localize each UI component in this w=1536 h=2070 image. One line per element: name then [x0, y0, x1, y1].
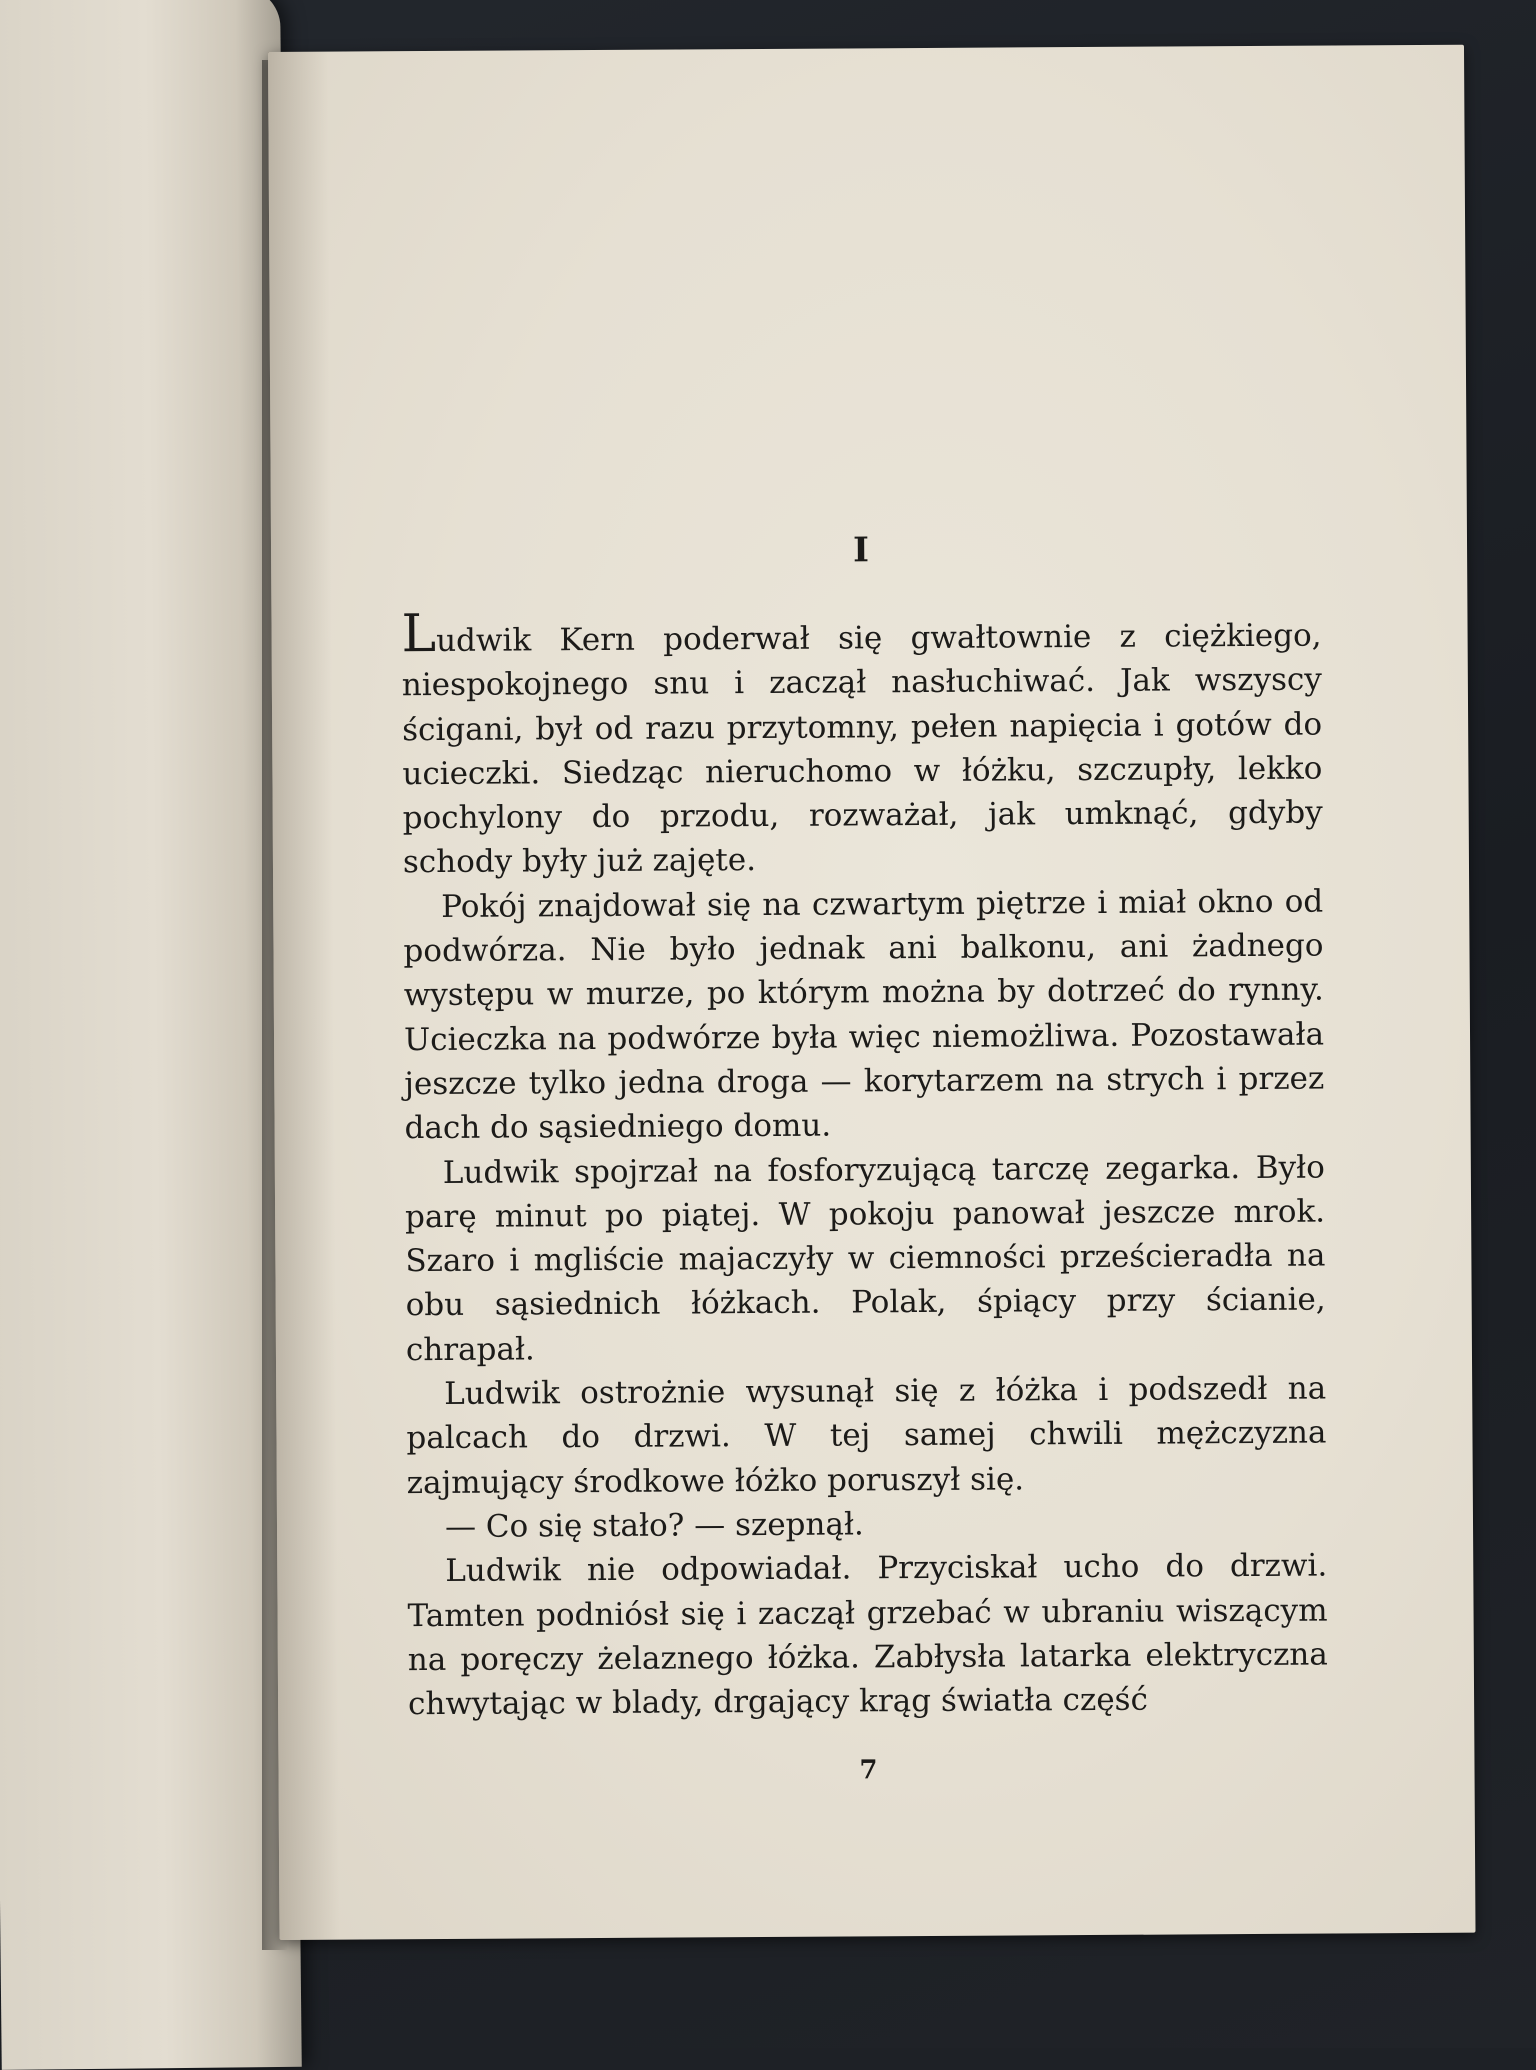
left-page	[0, 0, 302, 2070]
paragraph-4: Ludwik ostrożnie wysunął się z łóżka i podszedł na palcach do drzwi. W tej samej chwili mężczyzna zajmujący środkowe łóżko poruszył się.	[406, 1370, 1327, 1501]
paragraph-1	[401, 603, 1323, 885]
paragraph-3: Ludwik spojrzał na fosforyzującą tarczę zegarka. Było parę minut po piątej. W pokoju panował jeszcze mrok. Szaro i mgliście majaczyły w ciemności prześcieradła na obu sąsiednich łóżkach. Polak, śpiący przy ścianie, chrapał.	[405, 1149, 1326, 1368]
chapter-numeral: I	[852, 530, 870, 571]
paragraph-6: Ludwik nie odpowiadał. Przyciskał ucho do drzwi. Tamten podniósł się i zaczął grzebać w ubraniu wiszącym na poręczy żelaznego łóżka. Zabłysła latarka elektryczna chwytając w blady, drgający krąg światła część	[407, 1547, 1328, 1723]
right-page	[268, 45, 1476, 1940]
gutter-shade	[268, 52, 340, 1940]
page-number: 7	[859, 1755, 878, 1786]
paragraph-1-text: udwik Kern poderwał się gwałtownie z ciężkiego, niespokojnego snu i zaczął nasłuchiwać. Jak wszyscy ścigani, był od razu przytomny, pełen napięcia i gotów do ucieczki. Siedząc nieruchomo w łóżku, szczupły, lekko pochylony do przodu, rozważał, jak umknąć, gdyby schody były już zajęte.	[401, 617, 1323, 881]
drop-initial: L	[401, 603, 437, 665]
paragraph-5: — Co się stało? — szepnął.	[444, 1506, 864, 1545]
body-text	[401, 603, 1328, 1727]
paragraph-2: Pokój znajdował się na czwartym piętrze i miał okno od podwórza. Nie było jednak ani balkonu, ani żadnego występu w murze, po którym można by dotrzeć do rynny. Ucieczka na podwórze była więc niemożliwa. Pozostawała jeszcze tylko jedna droga — korytarzem na strych i przez dach do sąsiedniego domu.	[403, 883, 1325, 1147]
